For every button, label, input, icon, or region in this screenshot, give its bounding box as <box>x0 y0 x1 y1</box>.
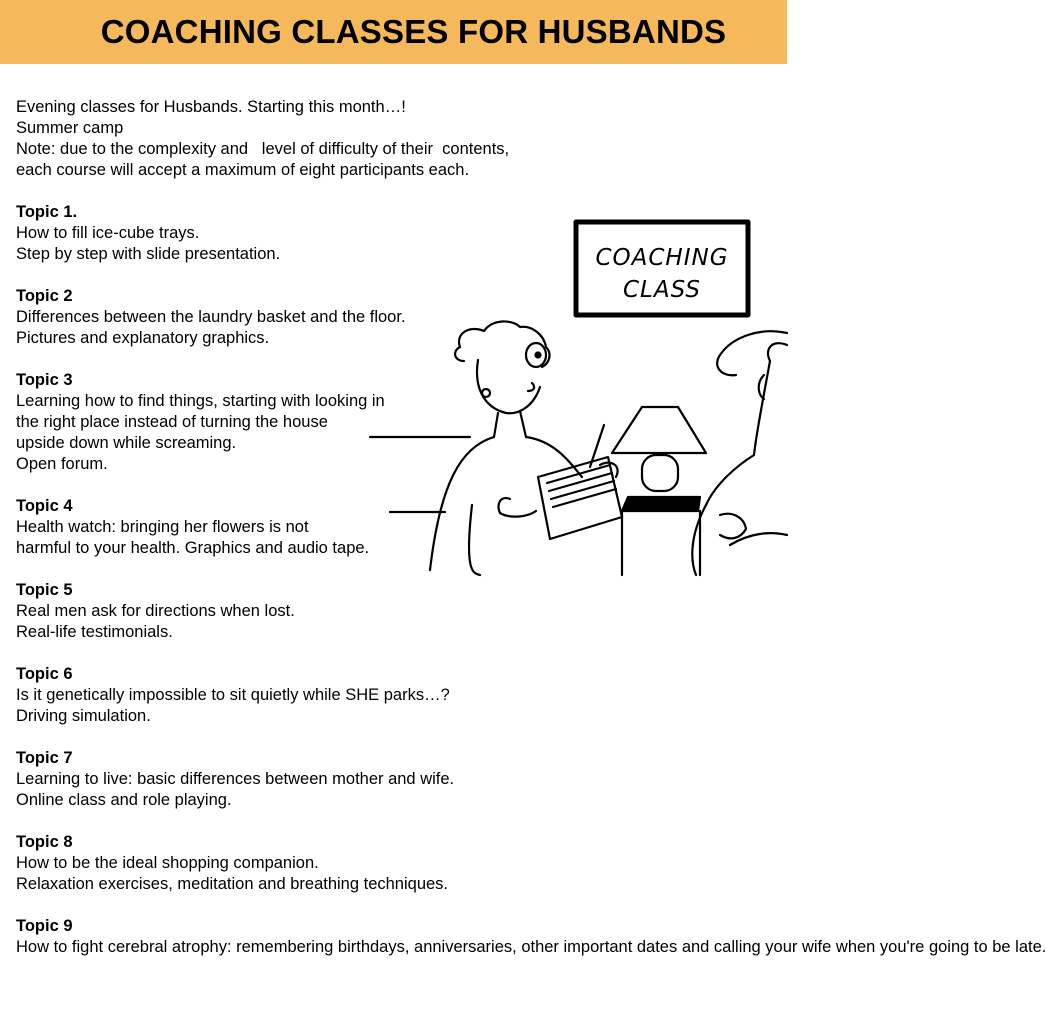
topic-title: Topic 6 <box>16 665 73 683</box>
topic-line: Learning how to find things, starting with looking in <box>16 392 385 410</box>
topic-9 <box>16 916 1046 958</box>
topic-title: Topic 3 <box>16 371 73 389</box>
sign-line-1: COACHING <box>595 245 729 271</box>
topic-line: How to fill ice-cube trays. <box>16 224 200 242</box>
topic-line: Driving simulation. <box>16 707 151 725</box>
topic-7 <box>16 748 796 811</box>
topic-line: Differences between the laundry basket and the floor. <box>16 308 406 326</box>
topic-line: Real men ask for directions when lost. <box>16 602 295 620</box>
topic-line: Step by step with slide presentation. <box>16 245 281 263</box>
topic-line: Learning to live: basic differences between mother and wife. <box>16 770 455 788</box>
topic-title: Topic 8 <box>16 833 73 851</box>
topic-title: Topic 1. <box>16 203 78 221</box>
topic-title: Topic 4 <box>16 497 73 515</box>
topic-line: Health watch: bringing her flowers is not <box>16 518 309 536</box>
topic-line: Is it genetically impossible to sit quietly while SHE parks…? <box>16 686 450 704</box>
topic-line: Pictures and explanatory graphics. <box>16 329 270 347</box>
topic-line: the right place instead of turning the house <box>16 413 328 431</box>
topic-line: Online class and role playing. <box>16 791 232 809</box>
intro-line: Note: due to the complexity and level of difficulty of their contents, <box>16 140 510 158</box>
clipboard-icon <box>498 425 622 539</box>
intro-line: each course will accept a maximum of eight participants each. <box>16 161 470 179</box>
topic-title: Topic 2 <box>16 287 73 305</box>
intro-block <box>16 97 796 181</box>
sign-line-2: CLASS <box>623 277 701 303</box>
intro-line: Summer camp <box>16 119 124 137</box>
topic-5 <box>16 580 796 643</box>
topic-line: How to be the ideal shopping companion. <box>16 854 319 872</box>
topic-line: How to fight cerebral atrophy: remembering birthdays, anniversaries, other important dates and calling your wife when you're going to be late. <box>16 938 1046 956</box>
topic-line: Real-life testimonials. <box>16 623 173 641</box>
topic-line: upside down while screaming. <box>16 434 237 452</box>
topic-6 <box>16 664 796 727</box>
topic-title: Topic 9 <box>16 917 73 935</box>
header-banner <box>0 0 787 64</box>
topic-line: Relaxation exercises, meditation and breathing techniques. <box>16 875 449 893</box>
topic-line: harmful to your health. Graphics and audio tape. <box>16 539 370 557</box>
coaching-class-cartoon <box>360 215 787 575</box>
topic-8 <box>16 832 796 895</box>
page-title: COACHING CLASSES FOR HUSBANDS <box>100 13 727 50</box>
intro-line: Evening classes for Husbands. Starting this month…! <box>16 98 406 116</box>
coaching-class-sign <box>576 222 748 315</box>
topic-line: Open forum. <box>16 455 108 473</box>
topic-title: Topic 5 <box>16 581 73 599</box>
topic-title: Topic 7 <box>16 749 73 767</box>
